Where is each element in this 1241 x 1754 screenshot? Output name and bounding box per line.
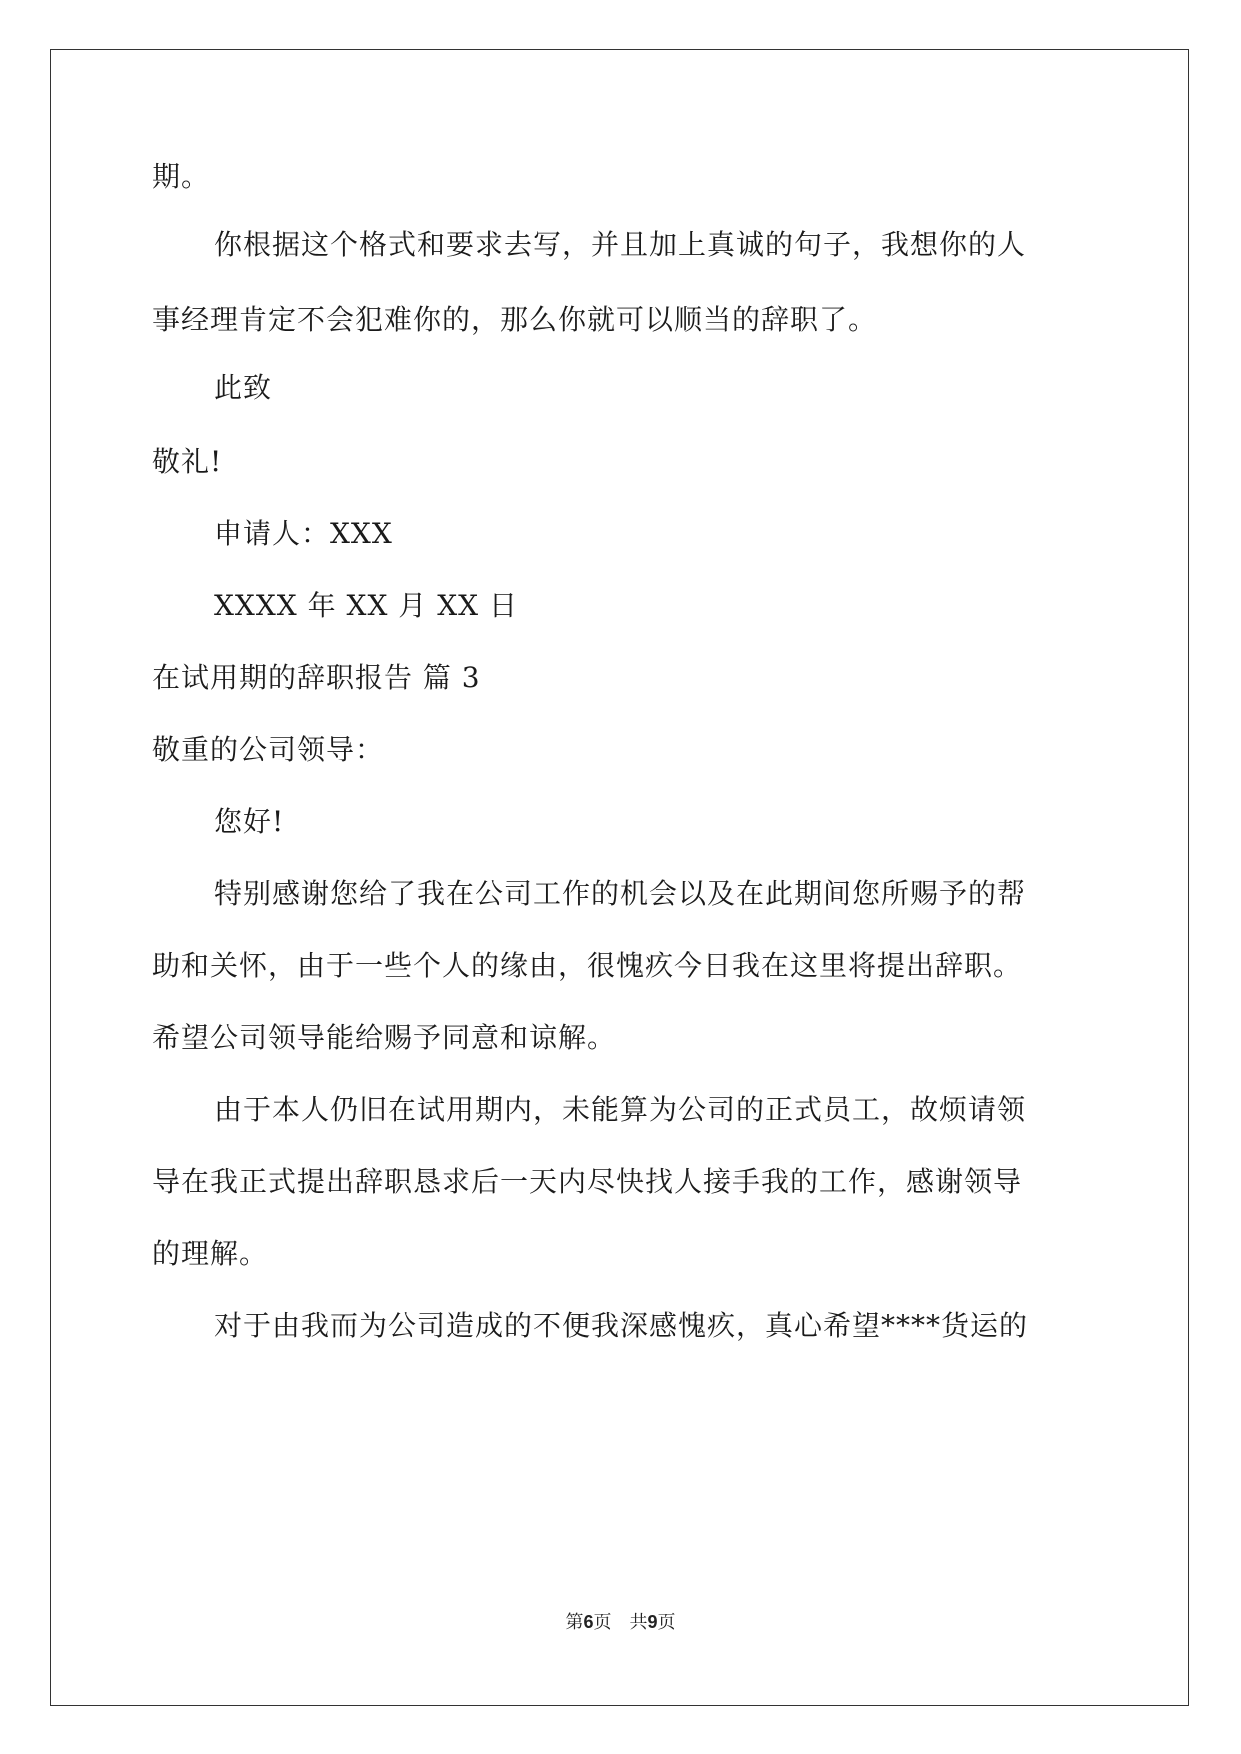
text-line-3: 事经理肯定不会犯难你的，那么你就可以顺当的辞职了。	[152, 303, 878, 336]
section-heading: 在试用期的辞职报告 篇 3	[152, 661, 481, 694]
footer-suffix: 页	[657, 1612, 676, 1633]
text-line-13: 希望公司领导能给赐予同意和谅解。	[152, 1021, 617, 1054]
text-line-1: 期。	[152, 160, 211, 193]
salutation-line: 敬重的公司领导：	[152, 733, 385, 766]
greeting-line: 您好!	[214, 805, 285, 838]
current-page-number: 6	[583, 1612, 594, 1632]
text-line-2: 你根据这个格式和要求去写，并且加上真诚的句子，我想你的人	[214, 228, 1027, 261]
text-line-17: 对于由我而为公司造成的不便我深感愧疚，真心希望****货运的	[214, 1309, 1029, 1342]
text-line-11: 特别感谢您给了我在公司工作的机会以及在此期间您所赐予的帮	[214, 877, 1027, 910]
text-line-salute: 敬礼!	[152, 445, 223, 478]
text-line-closing: 此致	[214, 371, 273, 404]
date-line: XXXX 年 XX 月 XX 日	[214, 589, 518, 622]
text-line-14: 由于本人仍旧在试用期内，未能算为公司的正式员工，故烦请领	[214, 1093, 1027, 1126]
text-line-12: 助和关怀，由于一些个人的缘由，很愧疚今日我在这里将提出辞职。	[152, 949, 1023, 982]
footer-mid: 页 共	[593, 1612, 648, 1633]
applicant-line: 申请人：XXX	[214, 517, 393, 550]
text-line-16: 的理解。	[152, 1237, 269, 1270]
page-footer	[0, 1610, 1241, 1635]
total-page-number: 9	[647, 1612, 658, 1632]
footer-prefix: 第	[565, 1612, 584, 1633]
text-line-15: 导在我正式提出辞职恳求后一天内尽快找人接手我的工作，感谢领导	[152, 1165, 1023, 1198]
